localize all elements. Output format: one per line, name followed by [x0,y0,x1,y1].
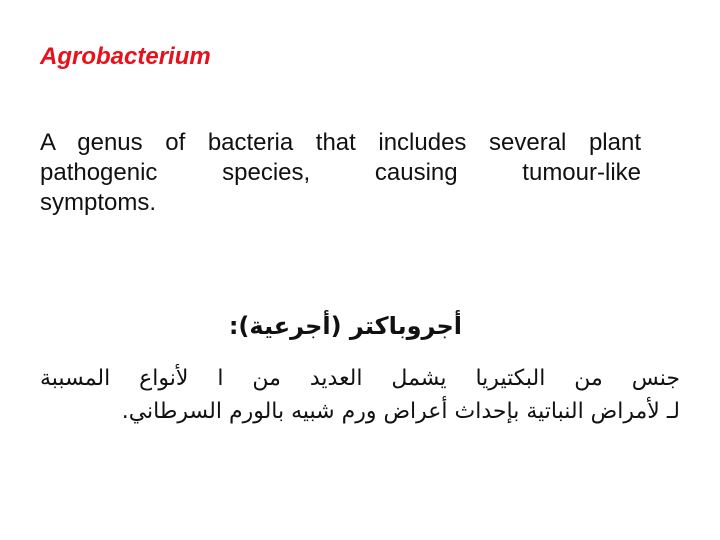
definition-line: pathogenic species, causing tumour-like [40,159,641,186]
slide-title: Agrobacterium [40,43,211,70]
arabic-definition-line: جنس من البكتيريا يشمل العديد من ا لأنواع المسببة [40,366,680,391]
english-definition [40,128,641,218]
arabic-definition-line: لـ لأمراض النباتية بإحداث أعراض ورم شبيه بالورم السرطاني. [121,399,680,424]
definition-line: symptoms. [40,189,157,216]
arabic-heading: أجروباكتر (أجرعية): [228,312,462,340]
definition-line: A genus of bacteria that includes several plant [40,129,641,156]
arabic-definition [40,362,680,428]
